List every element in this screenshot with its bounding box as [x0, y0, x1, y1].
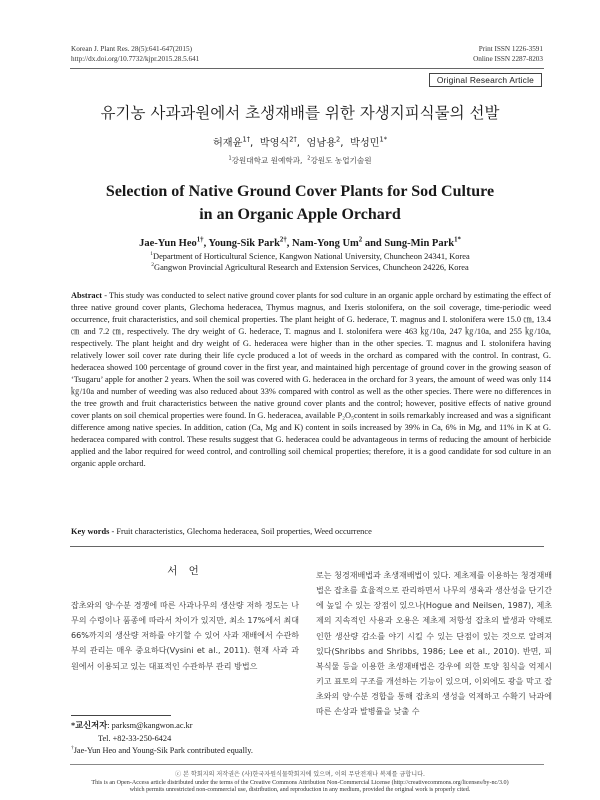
en-aff-text: Gangwon Provincial Agricultural Research and Extension Services, Chuncheon 24226, Korea [154, 262, 469, 272]
kr-author-sup: 2 [336, 135, 341, 144]
equal-text: Jae-Yun Heo and Young-Sik Park contributed equally. [73, 746, 253, 755]
footnote [71, 720, 301, 758]
issn-block [473, 44, 543, 64]
section-heading: 서 언 [167, 565, 203, 577]
kr-aff-text: 강원대학교 원예학과 [231, 156, 301, 165]
en-author-sup: 1† [196, 236, 204, 244]
corresponding-label: *교신저자 [71, 721, 108, 730]
english-authors: Jae-Yun Heo$^{1\dagger}$, Young-Sik Park$^{2\dagger}$, Nam-Yong Um$^2$ and Sung-Min Park$^{1*}$ [139, 236, 461, 249]
abstract [71, 290, 551, 470]
en-author-name: Jae-Yun Heo [139, 238, 197, 249]
body-text-right: 로는 청경재배법과 초생재배법이 있다. 제초제를 이용하는 청경재배법은 잡초를 효율적으로 관리하면서 나무의 생육과 생산성을 단기간에 높일 수 있는 장점이 있으나(Hogue and Neilsen, 1987), 제초제의 지속적인 사용과 오용은 제초제 저항성 잡초의 발생과 약해로 인한 생산량 감소를 야기 시킬 수 있는 단점이 있는 것으로 알려져 있다(Shribbs and Shribbs, 1986; Lee et al., 2010). 반면, 피복식물 등을 이용한 초생재배법은 강우에 의한 토양 침식을 억제시키고 표토의 구조를 개선하는 기능이 있으며, 이외에도 광을 막고 잡초와의 양·수분 경합을 통해 잡초의 생성을 억제하고 수확기 낙과에 따른 손상과 발병률을 낮출 수 [316, 571, 552, 717]
en-author-sup: 2 [358, 236, 363, 244]
en-aff-sup: 2 [151, 261, 155, 268]
kr-author-name: 박영식 [259, 138, 290, 149]
journal-citation: Korean J. Plant Res. 28(5):641-647(2015) [71, 45, 192, 53]
en-author-name: Young-Sik Park [208, 238, 280, 249]
keywords-text: - Fruit characteristics, Glechoma hederacea, Soil properties, Weed occurrence [109, 527, 372, 536]
equal-mark: † [71, 745, 74, 752]
keywords-rule [70, 546, 544, 547]
en-aff-line [100, 263, 520, 274]
kr-author-sup: 1* [379, 135, 388, 144]
corresponding-email[interactable]: : parksm@kangwon.ac.kr [107, 721, 193, 730]
kr-author-name: 허재윤 [212, 138, 243, 149]
en-author-sup: 2† [279, 236, 287, 244]
english-title-line1: Selection of Native Ground Cover Plants for Sod Culture [105, 183, 495, 200]
kr-aff-sup: 1 [228, 155, 232, 162]
kr-aff-text: 강원도 농업기술원 [310, 156, 372, 165]
kr-author-name: 박성민 [349, 138, 380, 149]
body-column-left [71, 563, 299, 674]
keywords-label: Key words [71, 527, 110, 536]
doi-link[interactable]: http://dx.doi.org/10.7732/kjpr.2015.28.5.641 [71, 55, 200, 63]
english-title-line2: in an Organic Apple Orchard [199, 206, 401, 223]
korean-affiliations: $^1$강원대학교 원예학과, $^2$강원도 농업기술원 [228, 155, 372, 165]
body-column-right [316, 568, 552, 720]
kr-author-sup: 1† [242, 135, 251, 144]
license-line2: which permits unrestricted non-commercial use, distribution, and reproduction in any medium, provided the original work is properly cited. [129, 787, 471, 794]
license-line1: This is an Open-Access article distributed under the terms of the Creative Commons Attribution Non-Commercial License (http://creativecommons.org/licenses/by-nc/3.0) [91, 780, 509, 786]
kr-author-name: 엄남용 [306, 138, 337, 149]
print-issn: Print ISSN 1226-3591 [478, 45, 543, 53]
en-author-name: Sung-Min Park [384, 238, 455, 249]
korean-title: 유기농 사과과원에서 초생재배를 위한 자생지피식물의 선발 [100, 104, 500, 122]
copyright-notice: ⓒ 본 학회지의 저작권은 (사)한국자원식물학회지에 있으며, 이의 무단전재나 복제를 금합니다. [175, 771, 425, 778]
online-issn: Online ISSN 2287-8203 [473, 55, 543, 63]
en-aff-line [100, 252, 520, 263]
kr-author-sup: 2† [289, 135, 297, 144]
footer-rule [70, 764, 544, 765]
header-rule [70, 68, 544, 69]
en-author-sup: 1* [454, 236, 461, 244]
corresponding-author [71, 720, 301, 733]
english-affiliations [100, 252, 520, 273]
kr-aff-sup: 2 [307, 155, 311, 162]
equal-contribution [71, 745, 301, 758]
abstract-label: Abstract [71, 291, 103, 300]
license-notice [40, 780, 560, 795]
en-author-name: Nam-Yong Um [291, 238, 359, 249]
footnote-rule [71, 715, 171, 716]
article-type-badge: Original Research Article [429, 73, 542, 87]
en-aff-sup: 1 [150, 251, 154, 258]
korean-authors: 허재윤$^{1\dagger}$, 박영식$^{2\dagger}$, 엄남용$^2$, 박성민$^{1*}$ [212, 135, 388, 149]
en-aff-text: Department of Horticultural Science, Kangwon National University, Chuncheon 24341, Korea [153, 252, 470, 261]
keywords [71, 527, 551, 536]
body-text-left: 잡초와의 양·수분 경쟁에 따른 사과나무의 생산량 저하 정도는 나무의 수령이나 품종에 따라서 차이가 있지만, 최소 17%에서 최대 66%까지의 생산량 저하를 야기할 수 있어 사과 재배에서 수관하부의 관리는 매우 중요하다(Vysini et al., 2011). 현재 사과 과원에서 이용되고 있는 대표적인 수관하부 관리 방법으 [71, 601, 299, 671]
corresponding-tel: Tel. +82-33-250-6424 [98, 733, 172, 743]
english-title [0, 180, 600, 226]
abstract-text: - This study was conducted to select native ground cover plants for sod culture in an organic apple orchard by estimating the effect of three native ground cover plants, Glechoma hederacea, Thymus magnus, and Ixeris stolonifera, on the soil coverage, time-periodic weed occurrence, fruit characteristics, and soil chemical properties. The plant height of G. hederace, T. magnus and I. stolonifera were 15.0 ㎝, 13.4 ㎝ and 7.2 ㎝, respectively. The dry weight of G. hederace, T. magnus and I. stolonifera were 463 ㎏/10a, 247 ㎏/10a, and 255 ㎏/10a, respectively. The plant height and dry weight of G. hederacea were higher than in the other species. T. magnus and I. stolonifera having relatively lower soil cover rate during their life cycle produced a lot of weeds in the orchard as compared with the control. In contrast, G. hederacea showed 100 percentage of ground cover in the first year, and maintained high percentage of ground cover in the growing season of ‘Tsugaru’ apple for another 2 years. When the soil was covered with G. hederacea in the orchard for 3 years, the amount of weed was only 114 ㎏/10a and number of weeding was also reduced about 33% compared with control as well as the other species. There were no differences in the tree growth and fruit characteristics between the native ground cover plants and the control; however, positive effects of native ground cover plants on soil chemical properties were found. In G. hederacea, available P₂O₅content in soils remarkably increased and was a significant difference among native species. In addition, cation (Ca, Mg and K) content in soils increased by 39% in Ca, 6% in Mg, and 11% in K at G. hederacea compared with control. These results suggest that G. hederacea could be advantageous in terms of reducing the amount of herbicide applied and the labor required for weed control, and controlling soil chemical properties; therefore, it is a good candidate for sod culture in an organic apple orchard. [71, 291, 551, 468]
journal-header [71, 44, 199, 64]
